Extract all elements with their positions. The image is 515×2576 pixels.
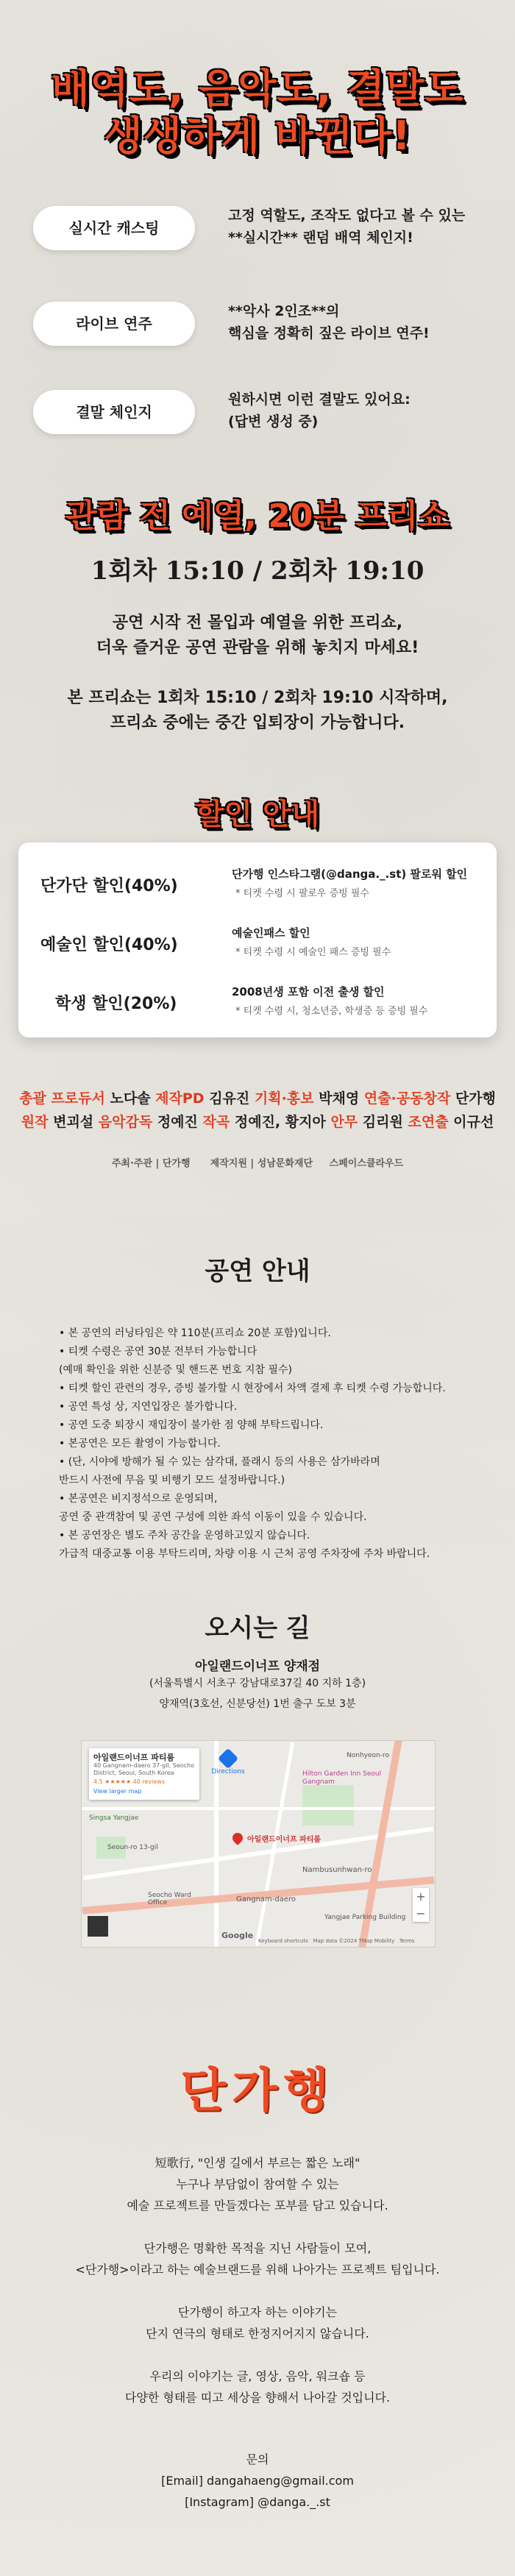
preshow-title: 관람 전 예열, 20분 프리쇼 [65, 497, 450, 535]
credit-role: 작곡 [202, 1114, 230, 1130]
credit-name: 정예진, 황지아 [234, 1114, 326, 1130]
brand-line-spacer [0, 2216, 515, 2238]
feature-desc-ending [228, 388, 411, 433]
brand-line: 단지 연극의 형태로 한정지어지지 않습니다. [146, 2327, 369, 2341]
map-park-area [302, 1785, 354, 1825]
notice-item: 반드시 사전에 무음 및 비행기 모드 설정바랍니다.) [59, 1475, 285, 1486]
discount-card [18, 842, 497, 1037]
preshow-paragraph2-line1: 본 프리쇼는 1회차 15:10 / 2회차 19:10 시작하며, [67, 689, 448, 707]
discount-label: 단가단 할인(40%) [40, 877, 178, 895]
credit-role: 안무 [330, 1114, 358, 1130]
preshow-times: 1회차 15:10 / 2회차 19:10 [90, 556, 425, 586]
notice-item: 가급적 대중교통 이용 부탁드리며, 차량 이용 시 근처 공영 주차장에 주차 바랍니다. [59, 1548, 430, 1560]
contact-instagram[interactable]: [Instagram] @danga._.st [185, 2495, 330, 2509]
map-directions[interactable] [210, 1751, 246, 1775]
location-pin-icon[interactable] [230, 1831, 245, 1845]
credit-name: 김유진 [209, 1090, 250, 1107]
discount-label: 학생 할인(20%) [55, 995, 177, 1013]
notice-item: • 공연 특성 상, 지연입장은 불가합니다. [59, 1401, 238, 1413]
credit-name: 박채영 [319, 1090, 360, 1107]
feature-desc-line: **실시간** 랜덤 배역 체인지! [228, 230, 413, 246]
credit-name: 노다솔 [110, 1090, 151, 1107]
map-road-label: Nambusunhwan-ro [302, 1866, 372, 1874]
map-place-card [89, 1748, 199, 1800]
directions-title: 오시는 길 [205, 1614, 310, 1643]
feature-desc-line: **악사 2인조**의 [228, 303, 340, 319]
brand-line-spacer [0, 2280, 515, 2302]
map-road [255, 1742, 295, 1946]
credit-name: 변괴설 [53, 1114, 94, 1130]
hero-title-line1: 배역도, 음악도, 결말도 [51, 65, 464, 112]
notice-item: • 본공연은 모든 촬영이 가능합니다. [59, 1438, 221, 1450]
map-qr-code [88, 1916, 108, 1937]
map-poi-label: Seocho Ward Office [148, 1892, 191, 1906]
brand-line: 예술 프로젝트를 만들겠다는 포부를 담고 있습니다. [127, 2199, 388, 2213]
credit-role: 기획·홍보 [254, 1090, 314, 1107]
host-sponsor-line: 주최·주관 | 단가행 제작지원 | 성남문화재단 스페이스클라우드 [111, 1158, 404, 1169]
notice-item: • 공연 도중 퇴장시 재입장이 불가한 점 양해 부탁드립니다. [59, 1419, 324, 1431]
feature-desc-line: 고정 역할도, 조작도 없다고 볼 수 있는 [228, 207, 466, 224]
map-pin-label: 아일랜드이너프 파티룸 [247, 1836, 322, 1844]
feature-desc-line: 원하시면 이런 결말도 있어요: [228, 391, 411, 408]
credit-name: 정예진 [157, 1114, 198, 1130]
feature-desc-casting [228, 205, 465, 249]
discount-requirement: * 티켓 수령 시, 청소년증, 학생증 등 증빙 필수 [235, 1006, 428, 1017]
credit-name: 이규선 [453, 1114, 494, 1130]
map-card-link[interactable]: View larger map [93, 1788, 142, 1795]
google-logo: Google [221, 1931, 254, 1940]
discount-requirement: * 티켓 수령 시 예술인 패스 증빙 필수 [235, 947, 391, 958]
brand-line: 短歌行, "인생 길에서 부르는 짧은 노래" [154, 2156, 360, 2170]
map-road-label: Gangnam-daero [236, 1895, 296, 1903]
notice-item: • 티켓 할인 관련의 경우, 증빙 불가할 시 현장에서 차액 결제 후 티켓 수령 가능합니다. [59, 1383, 446, 1394]
map-road-label: Nonhyeon-ro [347, 1752, 389, 1759]
discount-requirement: * 티켓 수령 시 팔로우 증빙 필수 [235, 888, 369, 899]
credit-role: 원작 [21, 1114, 49, 1130]
credits-line2 [0, 1111, 515, 1133]
brand-line-spacer [0, 2344, 515, 2366]
credit-role: 연출·공동창작 [363, 1090, 451, 1107]
map-footer: Keyboard shortcuts Map data ©2024 TMap Mobility Terms [258, 1938, 415, 1944]
discount-detail: 2008년생 포함 이전 출생 할인 [232, 985, 385, 998]
preshow-paragraph1-line2: 더욱 즐거운 공연 관람을 위해 놓치지 마세요! [96, 639, 419, 657]
venue-name: 아일랜드이너프 양재점 [194, 1659, 321, 1674]
contact-email[interactable]: [Email] dangahaeng@gmail.com [161, 2474, 354, 2488]
feature-label-live: 라이브 연주 [33, 302, 195, 346]
venue-address: (서울특별시 서초구 강남대로37길 40 지하 1층) [149, 1678, 366, 1689]
notice-item: • 본 공연의 러닝타임은 약 110분(프리쇼 20분 포함)입니다. [59, 1327, 331, 1339]
feature-desc-line: (답변 생성 중) [228, 414, 319, 430]
preshow-paragraph1-line1: 공연 시작 전 몰입과 예열을 위한 프리쇼, [112, 614, 403, 632]
map-poi-label: Yangjae Parking Building [324, 1914, 406, 1921]
feature-label-ending: 결말 체인지 [33, 390, 195, 434]
credit-role: 제작PD [155, 1090, 205, 1107]
notice-list [59, 1324, 471, 1564]
brand-line: 다양한 형태를 띠고 세상을 향해서 나아갈 것입니다. [124, 2391, 391, 2405]
directions-icon [218, 1748, 238, 1769]
map-poi-label: Singsa Yangjae [89, 1814, 139, 1822]
contact-title: 문의 [246, 2452, 269, 2466]
map-card-address: 40 Gangnam-daero 37-gil, Seocho District, Seoul, South Korea [93, 1762, 195, 1776]
brand-line: 누구나 부담없이 참여할 수 있는 [176, 2177, 339, 2191]
brand-line: 우리의 이야기는 글, 영상, 음악, 워크숍 등 [149, 2369, 366, 2383]
feature-desc-line: 핵심을 정확히 짚은 라이브 연주! [228, 325, 430, 341]
map-card-rating: 4.5 ★★★★★ 40 reviews [93, 1778, 166, 1785]
embedded-map[interactable] [81, 1740, 436, 1948]
credit-role: 총괄 프로듀서 [19, 1090, 105, 1107]
discount-detail: 단가행 인스타그램(@danga._.st) 팔로워 할인 [232, 867, 468, 881]
feature-desc-live [228, 300, 430, 344]
hero-title-line2: 생생하게 바뀐다! [104, 113, 411, 159]
brand-description [0, 2152, 515, 2408]
notice-item: • (단, 시야에 방해가 될 수 있는 삼각대, 플래시 등의 사용은 삼가바라며 [59, 1456, 380, 1468]
map-road-label: Seoun-ro 13-gil [107, 1844, 158, 1851]
venue-transit: 양재역(3호선, 신분당선) 1번 출구 도보 3분 [159, 1698, 356, 1710]
notice-item: • 본 공연장은 별도 주차 공간을 운영하고있지 않습니다. [59, 1530, 310, 1541]
map-zoom-controls[interactable]: + − [413, 1888, 429, 1922]
preshow-paragraph2-line2: 프리쇼 중에는 중간 입퇴장이 가능합니다. [110, 714, 405, 732]
brand-title: 단가행 [180, 2063, 335, 2118]
feature-label-casting: 실시간 캐스팅 [33, 206, 195, 250]
brand-line: 단가행이 하고자 하는 이야기는 [177, 2305, 338, 2319]
credits-line1 [0, 1087, 515, 1110]
map-directions-label: Directions [211, 1768, 245, 1775]
notice-item: • 티켓 수령은 공연 30분 전부터 가능합니다 [59, 1346, 258, 1358]
brand-line: <단가행>이라고 하는 예술브랜드를 위해 나아가는 프로젝트 팀입니다. [75, 2263, 440, 2277]
map-poi-label: Hilton Garden Inn Seoul Gangnam [302, 1770, 382, 1786]
notice-title: 공연 안내 [205, 1257, 310, 1286]
credit-name: 김리원 [362, 1114, 403, 1130]
credit-role: 조연출 [408, 1114, 449, 1130]
discount-detail: 예술인패스 할인 [232, 926, 310, 940]
notice-item: 공연 중 관객참여 및 공연 구성에 의한 좌석 이동이 있을 수 있습니다. [59, 1511, 367, 1523]
notice-item: (예매 확인을 위한 신분증 및 핸드폰 번호 지참 필수) [59, 1364, 293, 1376]
notice-item: • 본공연은 비지정석으로 운영되며, [59, 1493, 218, 1505]
brand-line: 단가행은 명확한 목적을 지닌 사람들이 모여, [143, 2241, 372, 2255]
credit-role: 음악감독 [98, 1114, 153, 1130]
discount-title: 할인 안내 [195, 798, 320, 831]
credit-name: 단가행 [455, 1090, 496, 1107]
discount-label: 예술인 할인(40%) [40, 936, 178, 954]
map-card-title: 아일랜드이너프 파티룸 [93, 1753, 175, 1762]
